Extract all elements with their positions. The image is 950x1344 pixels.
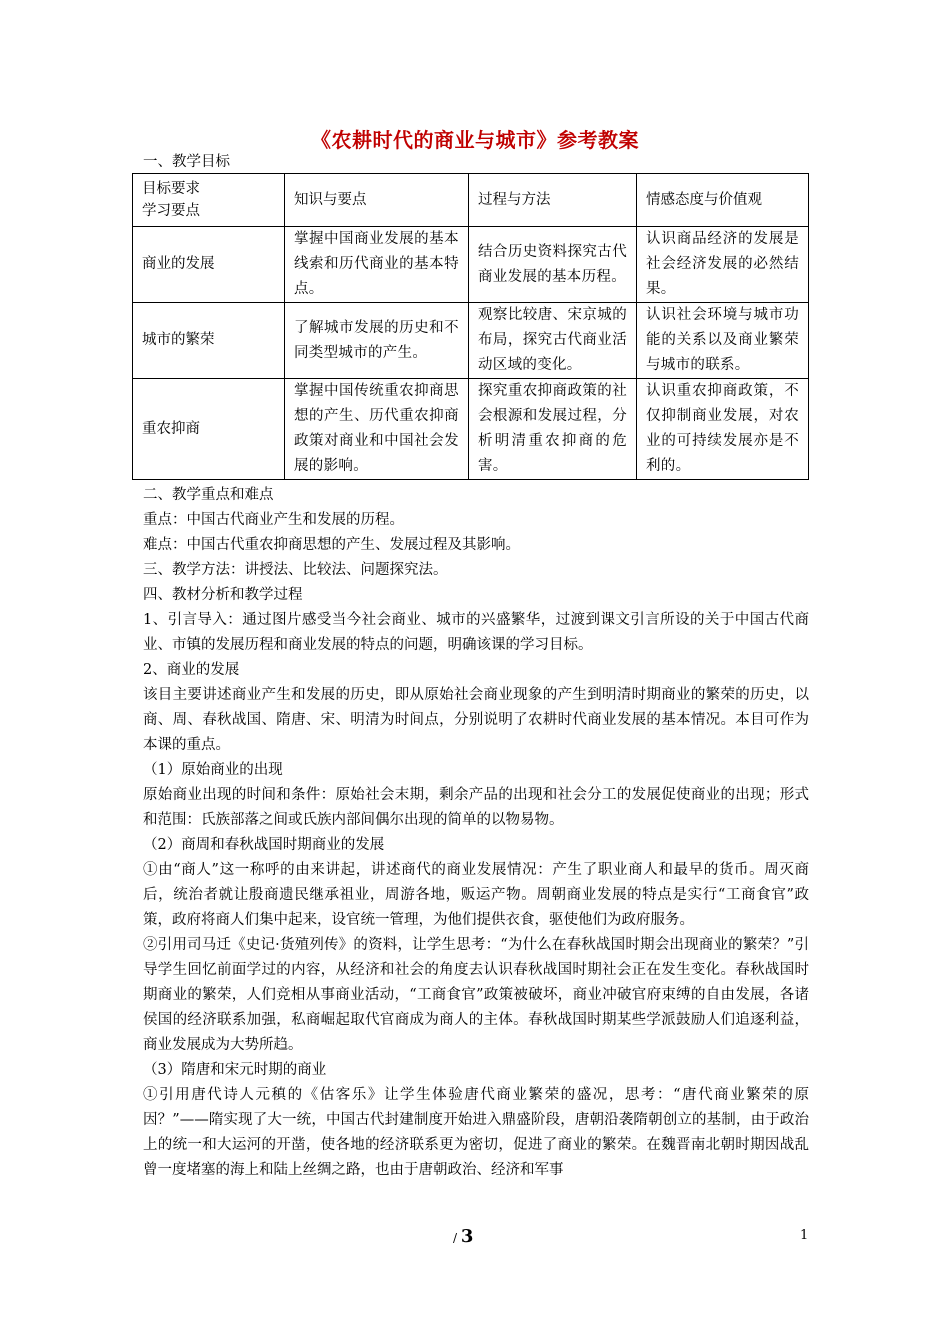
row-label: 重农抑商 [133, 379, 285, 480]
row-process-cell: 探究重农抑商政策的社会根源和发展过程，分析明清重农抑商的危害。 [469, 379, 637, 480]
row-knowledge-cell: 掌握中国传统重农抑商思想的产生、历代重农抑商政策对商业和中国社会发展的影响。 [285, 379, 469, 480]
page-number: 1 [800, 1228, 809, 1243]
section-heading-methods: 三、教学方法：讲授法、比较法、问题探究法。 [143, 562, 448, 578]
paragraph: ①由“商人”这一称呼的由来讲起，讲述商代的商业发展情况：产生了职业商人和最早的货币。周灭商后，统治者就让殷商遗民继承祖业，周游各地，贩运产物。周朝商业发展的特点是实行“工商食官”政策，政府将商人们集中起来，设官统一管理，为他们提供衣食，驱使他们为政府服务。 [143, 862, 809, 928]
table-corner-cell [133, 174, 285, 227]
paragraph: 1、引言导入：通过图片感受当今社会商业、城市的兴盛繁华，过渡到课文引言所设的关于中国古代商业、市镇的发展历程和商业发展的特点的问题，明确该课的学习目标。 [143, 612, 809, 653]
paragraph-difficulty: 难点：中国古代重农抑商思想的产生、发展过程及其影响。 [143, 537, 520, 553]
header-process: 过程与方法 [469, 174, 637, 227]
table-row [133, 303, 809, 379]
document-title: 《农耕时代的商业与城市》参考教案 [311, 128, 639, 152]
header-attitude: 情感态度与价值观 [637, 174, 809, 227]
section-heading-process: 四、教材分析和教学过程 [143, 587, 303, 603]
paragraph: 原始商业出现的时间和条件：原始社会末期，剩余产品的出现和社会分工的发展促使商业的出现；形式和范围：氏族部落之间或氏族内部间偶尔出现的简单的以物易物。 [143, 787, 809, 828]
row-process-cell: 观察比较唐、宋京城的布局，探究古代商业活动区域的变化。 [469, 303, 637, 379]
section-heading-goals: 一、教学目标 [143, 154, 230, 170]
subheading: 2、商业的发展 [143, 662, 240, 678]
table-header-row [133, 174, 809, 227]
subheading: （3）隋唐和宋元时期的商业 [143, 1062, 327, 1078]
paragraph: ①引用唐代诗人元稹的《估客乐》让学生体验唐代商业繁荣的盛况，思考：“唐代商业繁荣的原因？”——隋实现了大一统，中国古代封建制度开始进入鼎盛阶段，唐朝沿袭隋朝创立的基制，由于政治上的统一和大运河的开凿，使各地的经济联系更为密切，促进了商业的繁荣。在魏晋南北朝时期因战乱曾一度堵塞的海上和陆上丝绸之路，也由于唐朝政治、经济和军事 [143, 1087, 809, 1178]
row-attitude-cell: 认识社会环境与城市功能的关系以及商业繁荣与城市的联系。 [637, 303, 809, 379]
row-attitude-cell: 认识商品经济的发展是社会经济发展的必然结果。 [637, 227, 809, 303]
total-pages: 3 [460, 1226, 474, 1247]
subheading: （2）商周和春秋战国时期商业的发展 [143, 837, 385, 853]
row-knowledge-cell: 掌握中国商业发展的基本线索和历代商业的基本特点。 [285, 227, 469, 303]
paragraph-key-point: 重点：中国古代商业产生和发展的历程。 [143, 512, 404, 528]
row-process-cell: 结合历史资料探究古代商业发展的基本历程。 [469, 227, 637, 303]
header-knowledge: 知识与要点 [285, 174, 469, 227]
corner-top-label: 目标要求 [142, 181, 200, 197]
table-row [133, 379, 809, 480]
paragraph: 该目主要讲述商业产生和发展的历史，即从原始社会商业现象的产生到明清时期商业的繁荣的历史，以商、周、春秋战国、隋唐、宋、明清为时间点，分别说明了农耕时代商业发展的基本情况。本目可作为本课的重点。 [143, 687, 809, 753]
goals-table [132, 173, 809, 480]
page-count [453, 1226, 473, 1247]
subheading: （1）原始商业的出现 [143, 762, 283, 778]
corner-bottom-label: 学习要点 [142, 203, 200, 219]
row-attitude-cell: 认识重农抑商政策，不仅抑制商业发展，对农业的可持续发展亦是不利的。 [637, 379, 809, 480]
table-row [133, 227, 809, 303]
document-body [143, 483, 809, 1183]
section-heading-focus: 二、教学重点和难点 [143, 487, 274, 503]
page-slash: / [453, 1231, 458, 1245]
paragraph: ②引用司马迁《史记·货殖列传》的资料，让学生思考：“为什么在春秋战国时期会出现商业的繁荣？”引导学生回忆前面学过的内容，从经济和社会的角度去认识春秋战国时期社会正在发生变化。春秋战国时期商业的繁荣，人们竞相从事商业活动，“工商食官”政策被破坏，商业冲破官府束缚的自由发展，各诸侯国的经济联系加强，私商崛起取代官商成为商人的主体。春秋战国时期某些学派鼓励人们追逐利益，商业发展成为大势所趋。 [143, 937, 809, 1053]
row-label: 商业的发展 [133, 227, 285, 303]
row-label: 城市的繁荣 [133, 303, 285, 379]
row-knowledge-cell: 了解城市发展的历史和不同类型城市的产生。 [285, 303, 469, 379]
